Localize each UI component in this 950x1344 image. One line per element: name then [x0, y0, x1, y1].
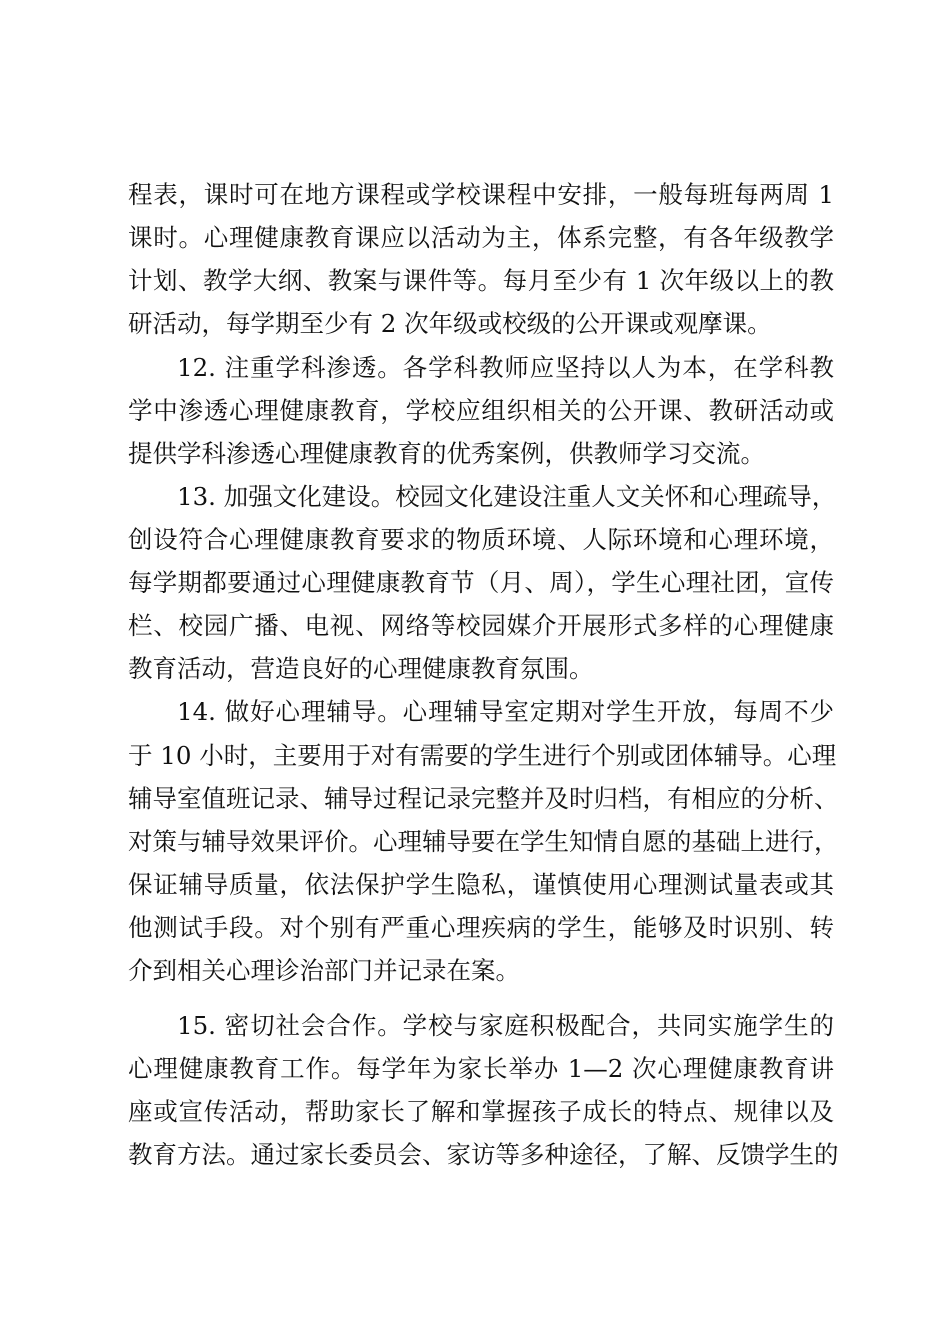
text-line: 介到相关心理诊治部门并记录在案。 — [128, 956, 520, 985]
text-line: 保证辅导质量，依法保护学生隐私，谨慎使用心理测试量表或其 — [128, 870, 834, 899]
text-line: 课时。心理健康教育课应以活动为主，体系完整，有各年级教学 — [128, 223, 834, 252]
text-line: 每学期都要通过心理健康教育节（月、周），学生心理社团，宣传 — [128, 568, 834, 597]
text-line: 心理健康教育工作。每学年为家长举办 1—2 次心理健康教育讲 — [128, 1054, 834, 1083]
section-12-heading-line: 12. 注重学科渗透。各学科教师应坚持以人为本，在学科教 — [177, 353, 834, 382]
text-line: 创设符合心理健康教育要求的物质环境、人际环境和心理环境， — [128, 525, 834, 554]
text-line: 栏、校园广播、电视、网络等校园媒介开展形式多样的心理健康 — [128, 611, 834, 640]
text-line: 程表，课时可在地方课程或学校课程中安排，一般每班每两周 1 — [128, 180, 834, 209]
section-14-heading-line: 14. 做好心理辅导。心理辅导室定期对学生开放，每周不少 — [177, 697, 834, 726]
text-line: 计划、教学大纲、教案与课件等。每月至少有 1 次年级以上的教 — [128, 266, 834, 295]
text-line: 研活动，每学期至少有 2 次年级或校级的公开课或观摩课。 — [128, 309, 772, 338]
section-13-heading-line: 13. 加强文化建设。校园文化建设注重人文关怀和心理疏导， — [177, 482, 837, 511]
text-line: 对策与辅导效果评价。心理辅导要在学生知情自愿的基础上进行， — [128, 827, 839, 856]
text-line: 教育方法。通过家长委员会、家访等多种途径，了解、反馈学生的 — [128, 1140, 839, 1169]
text-line: 学中渗透心理健康教育，学校应组织相关的公开课、教研活动或 — [128, 396, 834, 425]
section-15-heading-line: 15. 密切社会合作。学校与家庭积极配合，共同实施学生的 — [177, 1011, 834, 1040]
text-line: 于 10 小时，主要用于对有需要的学生进行个别或团体辅导。心理 — [128, 741, 837, 770]
text-line: 他测试手段。对个别有严重心理疾病的学生，能够及时识别、转 — [128, 913, 834, 942]
text-line: 辅导室值班记录、辅导过程记录完整并及时归档，有相应的分析、 — [128, 784, 839, 813]
text-line: 提供学科渗透心理健康教育的优秀案例，供教师学习交流。 — [128, 439, 765, 468]
text-line: 教育活动，营造良好的心理健康教育氛围。 — [128, 654, 594, 683]
text-line: 座或宣传活动，帮助家长了解和掌握孩子成长的特点、规律以及 — [128, 1097, 834, 1126]
